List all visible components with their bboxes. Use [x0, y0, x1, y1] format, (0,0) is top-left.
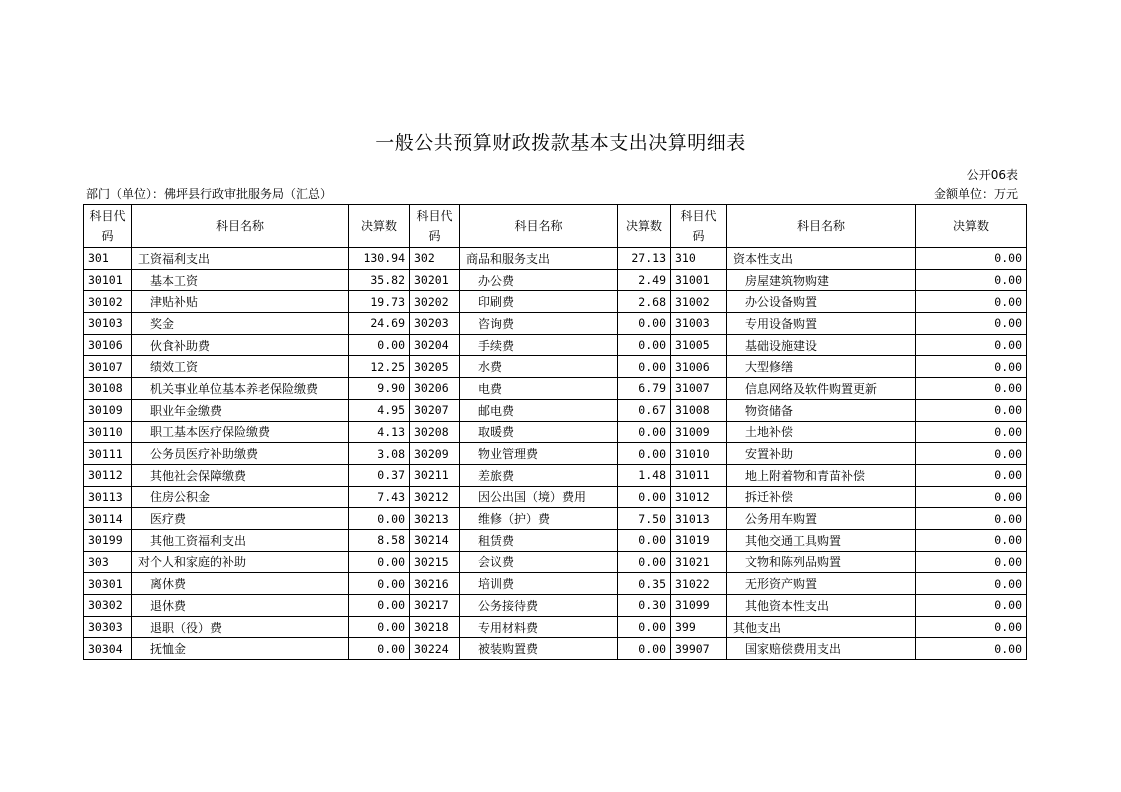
- cell-amount: 0.00: [618, 443, 671, 465]
- cell-code: 30106: [84, 334, 132, 356]
- cell-code: 31005: [671, 334, 727, 356]
- cell-amount: 0.00: [618, 421, 671, 443]
- cell-name: 因公出国（境）费用: [460, 486, 618, 508]
- cell-name: 退职（役）费: [132, 616, 349, 638]
- header-amount-1: 决算数: [349, 205, 410, 248]
- department-label: 部门（单位）：佛坪县行政审批服务局（汇总）: [86, 187, 333, 201]
- cell-code: 302: [410, 248, 460, 270]
- cell-code: 30103: [84, 313, 132, 335]
- cell-amount: 0.00: [618, 616, 671, 638]
- cell-name: 基本工资: [132, 269, 349, 291]
- expenditure-detail-table: [83, 204, 1027, 660]
- cell-name: 信息网络及软件购置更新: [727, 378, 916, 400]
- cell-code: 399: [671, 616, 727, 638]
- cell-code: 30218: [410, 616, 460, 638]
- cell-amount: 0.00: [349, 638, 410, 660]
- cell-amount: 0.00: [618, 334, 671, 356]
- cell-amount: 7.50: [618, 508, 671, 530]
- cell-name: 其他交通工具购置: [727, 529, 916, 551]
- cell-name: 工资福利支出: [132, 248, 349, 270]
- cell-code: 30212: [410, 486, 460, 508]
- cell-code: 31006: [671, 356, 727, 378]
- cell-name: 拆迁补偿: [727, 486, 916, 508]
- cell-name: 商品和服务支出: [460, 248, 618, 270]
- cell-code: 303: [84, 551, 132, 573]
- cell-name: 取暖费: [460, 421, 618, 443]
- cell-amount: 12.25: [349, 356, 410, 378]
- cell-code: 31012: [671, 486, 727, 508]
- cell-code: 31011: [671, 464, 727, 486]
- table-row: [84, 595, 1027, 617]
- cell-amount: 0.00: [618, 486, 671, 508]
- cell-name: 被装购置费: [460, 638, 618, 660]
- table-row: [84, 638, 1027, 660]
- cell-name: 机关事业单位基本养老保险缴费: [132, 378, 349, 400]
- cell-amount: 0.00: [916, 421, 1027, 443]
- table-row: [84, 356, 1027, 378]
- cell-code: 30110: [84, 421, 132, 443]
- cell-code: 31019: [671, 529, 727, 551]
- cell-code: 30109: [84, 399, 132, 421]
- cell-code: 30303: [84, 616, 132, 638]
- cell-amount: 0.00: [916, 269, 1027, 291]
- cell-amount: 2.49: [618, 269, 671, 291]
- cell-amount: 3.08: [349, 443, 410, 465]
- cell-code: 30208: [410, 421, 460, 443]
- table-row: [84, 616, 1027, 638]
- cell-name: 对个人和家庭的补助: [132, 551, 349, 573]
- cell-amount: 0.00: [916, 291, 1027, 313]
- cell-amount: 8.58: [349, 529, 410, 551]
- cell-code: 30199: [84, 529, 132, 551]
- cell-name: 伙食补助费: [132, 334, 349, 356]
- table-row: [84, 334, 1027, 356]
- table-body: [84, 248, 1027, 660]
- cell-name: 大型修缮: [727, 356, 916, 378]
- cell-name: 咨询费: [460, 313, 618, 335]
- cell-code: 31010: [671, 443, 727, 465]
- cell-amount: 0.00: [349, 334, 410, 356]
- cell-name: 医疗费: [132, 508, 349, 530]
- cell-amount: 27.13: [618, 248, 671, 270]
- cell-code: 30211: [410, 464, 460, 486]
- cell-name: 专用设备购置: [727, 313, 916, 335]
- table-row: [84, 464, 1027, 486]
- cell-amount: 0.00: [618, 313, 671, 335]
- header-name-3: 科目名称: [727, 205, 916, 248]
- cell-name: 绩效工资: [132, 356, 349, 378]
- cell-name: 维修（护）费: [460, 508, 618, 530]
- cell-name: 培训费: [460, 573, 618, 595]
- cell-name: 差旅费: [460, 464, 618, 486]
- cell-name: 会议费: [460, 551, 618, 573]
- cell-name: 资本性支出: [727, 248, 916, 270]
- cell-name: 专用材料费: [460, 616, 618, 638]
- cell-amount: 0.00: [349, 616, 410, 638]
- cell-amount: 0.00: [618, 638, 671, 660]
- table-row: [84, 529, 1027, 551]
- cell-amount: 0.00: [618, 529, 671, 551]
- cell-name: 其他支出: [727, 616, 916, 638]
- cell-amount: 0.00: [916, 248, 1027, 270]
- cell-code: 310: [671, 248, 727, 270]
- cell-code: 31002: [671, 291, 727, 313]
- cell-name: 基础设施建设: [727, 334, 916, 356]
- cell-code: 31007: [671, 378, 727, 400]
- cell-code: 30214: [410, 529, 460, 551]
- cell-name: 公务员医疗补助缴费: [132, 443, 349, 465]
- cell-code: 30201: [410, 269, 460, 291]
- cell-amount: 0.67: [618, 399, 671, 421]
- cell-name: 退休费: [132, 595, 349, 617]
- cell-amount: 7.43: [349, 486, 410, 508]
- cell-amount: 35.82: [349, 269, 410, 291]
- cell-amount: 0.37: [349, 464, 410, 486]
- cell-amount: 24.69: [349, 313, 410, 335]
- page-title: 一般公共预算财政拨款基本支出决算明细表: [375, 132, 746, 154]
- cell-code: 30301: [84, 573, 132, 595]
- cell-code: 30101: [84, 269, 132, 291]
- cell-code: 30203: [410, 313, 460, 335]
- cell-amount: 2.68: [618, 291, 671, 313]
- cell-code: 31021: [671, 551, 727, 573]
- cell-amount: 0.00: [349, 595, 410, 617]
- cell-amount: 0.00: [916, 551, 1027, 573]
- cell-code: 31013: [671, 508, 727, 530]
- cell-name: 印刷费: [460, 291, 618, 313]
- cell-code: 30213: [410, 508, 460, 530]
- cell-amount: 0.00: [916, 616, 1027, 638]
- cell-name: 房屋建筑物购建: [727, 269, 916, 291]
- cell-name: 其他资本性支出: [727, 595, 916, 617]
- cell-amount: 0.00: [916, 638, 1027, 660]
- cell-amount: 1.48: [618, 464, 671, 486]
- cell-amount: 0.00: [916, 573, 1027, 595]
- table-row: [84, 443, 1027, 465]
- cell-amount: 0.00: [349, 573, 410, 595]
- table-row: [84, 573, 1027, 595]
- cell-name: 其他社会保障缴费: [132, 464, 349, 486]
- cell-code: 31003: [671, 313, 727, 335]
- table-row: [84, 313, 1027, 335]
- amount-unit-label: 金额单位：万元: [933, 187, 1018, 201]
- cell-name: 职工基本医疗保险缴费: [132, 421, 349, 443]
- header-code-2: 科目代码: [410, 205, 460, 248]
- cell-code: 31022: [671, 573, 727, 595]
- cell-code: 30113: [84, 486, 132, 508]
- cell-code: 30114: [84, 508, 132, 530]
- cell-amount: 0.00: [916, 486, 1027, 508]
- cell-name: 安置补助: [727, 443, 916, 465]
- cell-code: 39907: [671, 638, 727, 660]
- cell-name: 物业管理费: [460, 443, 618, 465]
- cell-amount: 4.13: [349, 421, 410, 443]
- cell-code: 30209: [410, 443, 460, 465]
- header-code-1: 科目代码: [84, 205, 132, 248]
- cell-name: 物资储备: [727, 399, 916, 421]
- cell-code: 30107: [84, 356, 132, 378]
- cell-name: 水费: [460, 356, 618, 378]
- cell-code: 31008: [671, 399, 727, 421]
- table-header-row: [84, 205, 1027, 248]
- cell-amount: 0.00: [916, 508, 1027, 530]
- cell-name: 奖金: [132, 313, 349, 335]
- cell-name: 无形资产购置: [727, 573, 916, 595]
- cell-amount: 0.00: [349, 551, 410, 573]
- table-row: [84, 399, 1027, 421]
- cell-name: 抚恤金: [132, 638, 349, 660]
- cell-code: 30304: [84, 638, 132, 660]
- cell-code: 31001: [671, 269, 727, 291]
- cell-amount: 0.00: [916, 378, 1027, 400]
- cell-name: 津贴补贴: [132, 291, 349, 313]
- cell-code: 30102: [84, 291, 132, 313]
- cell-code: 30215: [410, 551, 460, 573]
- cell-name: 邮电费: [460, 399, 618, 421]
- cell-amount: 0.00: [618, 356, 671, 378]
- cell-name: 住房公积金: [132, 486, 349, 508]
- cell-name: 租赁费: [460, 529, 618, 551]
- cell-amount: 0.00: [916, 356, 1027, 378]
- cell-amount: 0.35: [618, 573, 671, 595]
- cell-amount: 4.95: [349, 399, 410, 421]
- cell-amount: 0.00: [916, 529, 1027, 551]
- cell-code: 301: [84, 248, 132, 270]
- cell-code: 30302: [84, 595, 132, 617]
- cell-name: 电费: [460, 378, 618, 400]
- header-amount-3: 决算数: [916, 205, 1027, 248]
- table-row: [84, 291, 1027, 313]
- cell-code: 30111: [84, 443, 132, 465]
- cell-code: 30207: [410, 399, 460, 421]
- cell-code: 30202: [410, 291, 460, 313]
- cell-code: 30216: [410, 573, 460, 595]
- cell-name: 土地补偿: [727, 421, 916, 443]
- cell-amount: 6.79: [618, 378, 671, 400]
- table-row: [84, 508, 1027, 530]
- table-row: [84, 551, 1027, 573]
- cell-amount: 0.00: [916, 399, 1027, 421]
- cell-amount: 0.00: [916, 595, 1027, 617]
- cell-amount: 0.00: [916, 443, 1027, 465]
- table-row: [84, 486, 1027, 508]
- cell-code: 30205: [410, 356, 460, 378]
- cell-code: 30206: [410, 378, 460, 400]
- cell-amount: 0.30: [618, 595, 671, 617]
- form-number: 公开06表: [966, 168, 1018, 182]
- cell-amount: 0.00: [349, 508, 410, 530]
- cell-code: 30224: [410, 638, 460, 660]
- header-name-2: 科目名称: [460, 205, 618, 248]
- cell-name: 办公设备购置: [727, 291, 916, 313]
- cell-name: 公务接待费: [460, 595, 618, 617]
- cell-amount: 130.94: [349, 248, 410, 270]
- cell-name: 职业年金缴费: [132, 399, 349, 421]
- table-row: [84, 269, 1027, 291]
- cell-code: 31009: [671, 421, 727, 443]
- cell-amount: 0.00: [618, 551, 671, 573]
- cell-code: 30112: [84, 464, 132, 486]
- header-code-3: 科目代码: [671, 205, 727, 248]
- cell-name: 地上附着物和青苗补偿: [727, 464, 916, 486]
- cell-name: 公务用车购置: [727, 508, 916, 530]
- cell-name: 手续费: [460, 334, 618, 356]
- cell-name: 文物和陈列品购置: [727, 551, 916, 573]
- cell-name: 办公费: [460, 269, 618, 291]
- cell-code: 30204: [410, 334, 460, 356]
- cell-amount: 9.90: [349, 378, 410, 400]
- header-name-1: 科目名称: [132, 205, 349, 248]
- cell-code: 30217: [410, 595, 460, 617]
- table-row: [84, 248, 1027, 270]
- header-amount-2: 决算数: [618, 205, 671, 248]
- cell-amount: 0.00: [916, 334, 1027, 356]
- cell-code: 31099: [671, 595, 727, 617]
- cell-name: 国家赔偿费用支出: [727, 638, 916, 660]
- cell-code: 30108: [84, 378, 132, 400]
- cell-name: 离休费: [132, 573, 349, 595]
- cell-name: 其他工资福利支出: [132, 529, 349, 551]
- cell-amount: 19.73: [349, 291, 410, 313]
- table-row: [84, 378, 1027, 400]
- table-row: [84, 421, 1027, 443]
- cell-amount: 0.00: [916, 313, 1027, 335]
- cell-amount: 0.00: [916, 464, 1027, 486]
